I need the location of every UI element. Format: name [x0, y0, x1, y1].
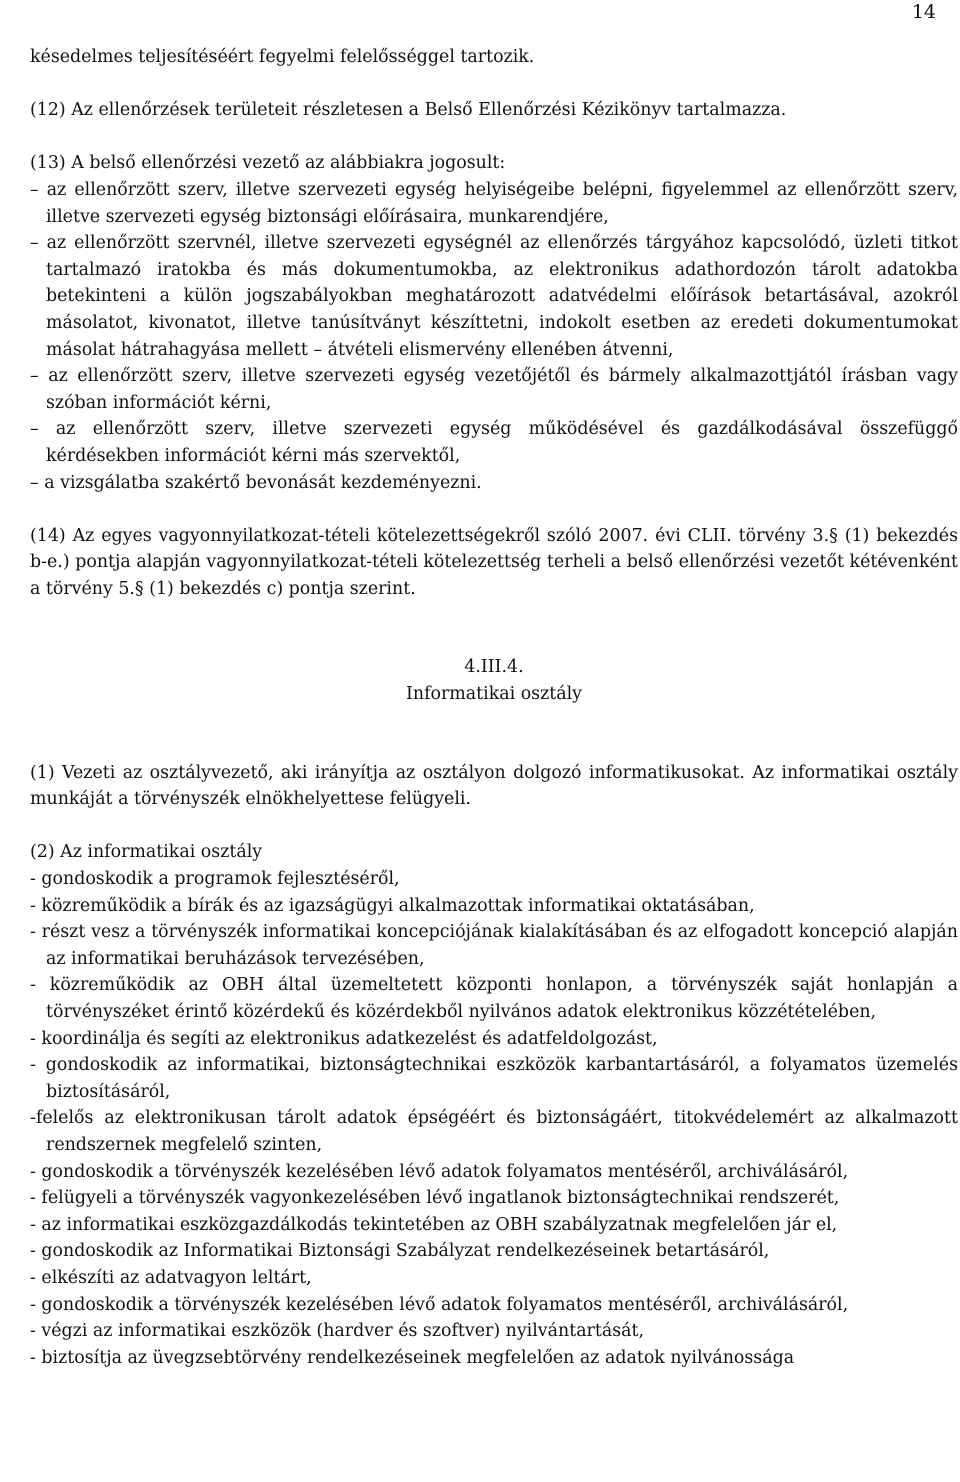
- paragraph-14: (14) Az egyes vagyonnyilatkozat-tételi kötelezettségekről szóló 2007. évi CLII. törvény 3.§ (1) bekezdés b-e.) pontja alapján vagyonnyilatkozat-tételi kötelezettség terheli a belső ellenőrzési vezetőt kétévenként a törvény 5.§ (1) bekezdés c) pontja szerint.: [30, 525, 958, 599]
- list-item: - elkészíti az adatvagyon leltárt,: [30, 1267, 312, 1288]
- section-heading: [30, 654, 958, 707]
- document-body: [30, 44, 958, 1371]
- list-item: - végzi az informatikai eszközök (hardver és szoftver) nyilvántartását,: [30, 1321, 645, 1342]
- list-item: - az informatikai eszközgazdálkodás tekintetében az OBH szabályzatnak megfelelően jár el,: [30, 1214, 838, 1235]
- list-item: - gondoskodik a programok fejlesztéséről,: [30, 869, 400, 890]
- list-item: - biztosítja az üvegzsebtörvény rendelkezéseinek megfelelően az adatok nyilvánossága: [30, 1347, 795, 1368]
- list-item: – az ellenőrzött szerv, illetve szervezeti egység helyiségeibe belépni, figyelemmel az ellenőrzött szerv, illetve szervezeti egység biztonsági előírásaira, munkarendjére,: [30, 179, 958, 227]
- paragraph-12: (12) Az ellenőrzések területeit részletesen a Belső Ellenőrzési Kézikönyv tartalmazza.: [30, 100, 787, 121]
- list-item: – az ellenőrzött szerv, illetve szervezeti egység vezetőjétől és bármely alkalmazottjától írásban vagy szóban információt kérni,: [30, 366, 958, 413]
- list-item: - gondoskodik a törvényszék kezelésében lévő adatok folyamatos mentéséről, archiválásáról,: [30, 1161, 849, 1182]
- section-title: Informatikai osztály: [406, 684, 582, 705]
- page-number: 14: [911, 1, 936, 23]
- section-paragraph-2-intro: (2) Az informatikai osztály: [30, 842, 263, 863]
- list-item: - gondoskodik a törvényszék kezelésében lévő adatok folyamatos mentéséről, archiválásáról,: [30, 1294, 849, 1315]
- list-item: - gondoskodik az informatikai, biztonságtechnikai eszközök karbantartásáról, a folyamatos üzemelés biztosításáról,: [30, 1055, 958, 1102]
- section-paragraph-1: (1) Vezeti az osztályvezető, aki irányítja az osztályon dolgozó informatikusokat. Az informatikai osztály munkáját a törvényszék elnökhelyettese felügyeli.: [30, 762, 958, 810]
- lead-paragraph: késedelmes teljesítéséért fegyelmi felelősséggel tartozik.: [30, 47, 535, 67]
- list-item: - gondoskodik az Informatikai Biztonsági Szabályzat rendelkezéseinek betartásáról,: [30, 1241, 770, 1262]
- section-paragraph-2: [30, 839, 958, 1371]
- list-item: – az ellenőrzött szervnél, illetve szervezeti egységnél az ellenőrzés tárgyához kapcsolódó, üzleti titkot tartalmazó iratokba és más dokumentumokba, az elektronikus adathordozón tárolt adatokba betekinteni a külön jogszabályokban meghatározott adatvédelmi előírások betartásával, azokról másolatot, kivonatot, illetve tanúsítványt készíttetni, indokolt esetben az eredeti dokumentumokat másolat hátrahagyása mellett – átvételi elismervény ellenében átvenni,: [30, 233, 958, 360]
- section-number: 4.III.4.: [464, 657, 524, 678]
- list-item: - közreműködik a bírák és az igazságügyi alkalmazottak informatikai oktatásában,: [30, 895, 755, 916]
- list-item: -felelős az elektronikusan tárolt adatok épségéért és biztonságáért, titokvédelemért az alkalmazott rendszernek megfelelő szinten,: [30, 1108, 958, 1155]
- list-item: – az ellenőrzött szerv, illetve szervezeti egység működésével és gazdálkodásával összefüggő kérdésekben információt kérni más szervektől,: [30, 419, 958, 466]
- list-item: - felügyeli a törvényszék vagyonkezelésében lévő ingatlanok biztonságtechnikai rendszerét,: [30, 1188, 840, 1209]
- list-item: - koordinálja és segíti az elektronikus adatkezelést és adatfeldolgozást,: [30, 1028, 658, 1049]
- list-item: - részt vesz a törvényszék informatikai koncepciójának kialakításában és az elfogadott koncepció alapján az informatikai beruházások tervezésében,: [30, 922, 958, 969]
- paragraph-13: [30, 150, 958, 496]
- list-item: - közreműködik az OBH által üzemeltetett központi honlapon, a törvényszék saját honlapján a törvényszéket érintő közérdekű és közérdekből nyilvános adatok elektronikus közzétételében,: [30, 975, 958, 1022]
- list-item: – a vizsgálatba szakértő bevonását kezdeményezni.: [30, 472, 482, 493]
- paragraph-13-intro: (13) A belső ellenőrzési vezető az alábbiakra jogosult:: [30, 153, 506, 174]
